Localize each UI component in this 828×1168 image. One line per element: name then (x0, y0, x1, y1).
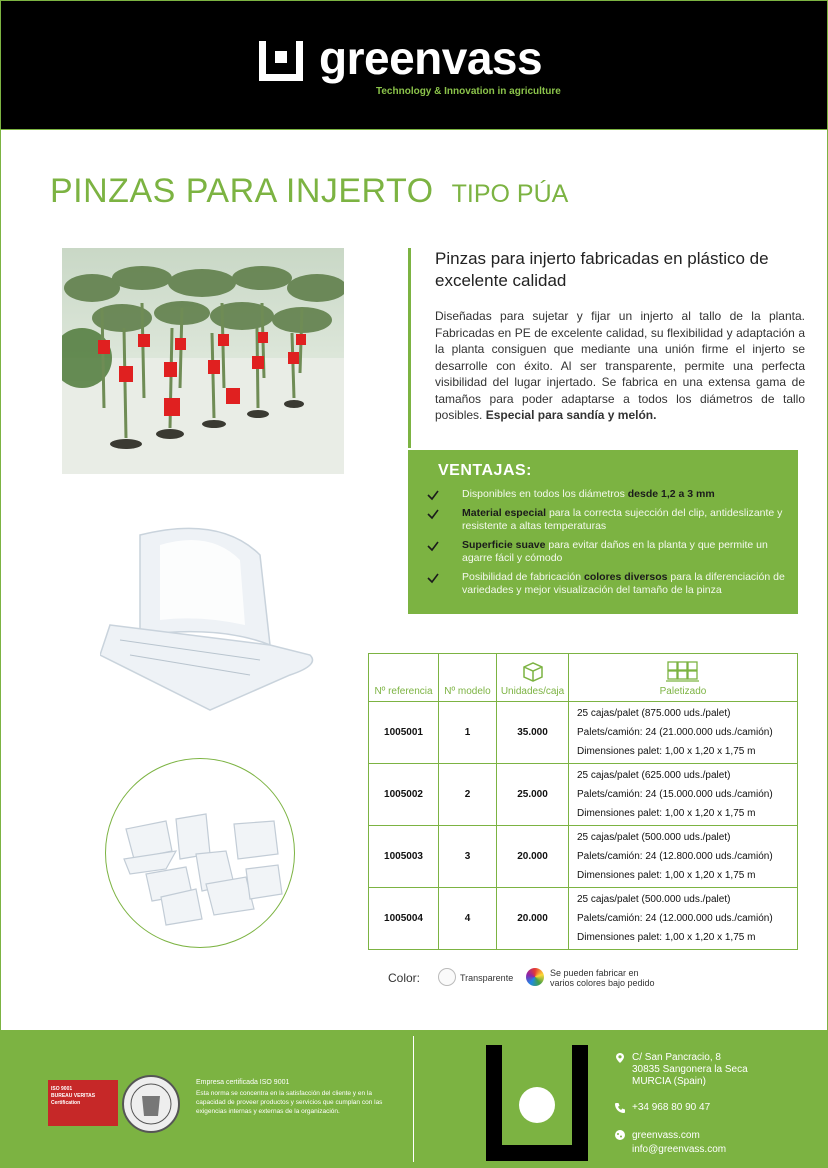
cell-ref: 1005004 (369, 888, 439, 950)
cell-ref: 1005003 (369, 826, 439, 888)
ventaja-text: para la correcta sujección del clip, antideslizante y resistente a altas temperaturas (462, 507, 783, 532)
grafted-plants-photo (62, 248, 344, 474)
cell-model: 4 (439, 888, 497, 950)
footer (0, 1030, 828, 1168)
pallet-icon (665, 660, 701, 684)
transparent-label: Transparente (460, 973, 514, 983)
certification-seal-icon (120, 1074, 182, 1134)
header-model: Nº modelo (439, 654, 497, 702)
intro-block (408, 248, 808, 448)
cell-pallet (569, 888, 798, 950)
web-links (614, 1129, 814, 1157)
cell-units: 20.000 (497, 826, 569, 888)
title-sub: TIPO PÚA (451, 180, 569, 208)
pallet-line: Dimensiones palet: 1,00 x 1,20 x 1,75 m (577, 932, 756, 943)
intro-body-text: Diseñadas para sujetar y fijar un injerto al tallo de la planta. Fabricadas en PE de excelente calidad, su flexibilidad y adaptación a la planta consiguen que mediante una unión firme el injerto se desarrolle con éxito. Al ser transparente, permite una perfecta visibilidad del lugar injertado. Se fabrica en una extensa gama de tamaños para poder adaptarse a todos los diámetros de tallo posibles. (435, 309, 805, 422)
header-ref: Nº referencia (369, 654, 439, 702)
clip-product-image (100, 515, 330, 715)
footer-divider (413, 1036, 414, 1162)
check-icon (426, 507, 440, 521)
cell-ref: 1005002 (369, 764, 439, 826)
ventaja-item (438, 571, 786, 597)
title-main: PINZAS PARA INJERTO (50, 172, 434, 210)
ventaja-item (438, 507, 786, 533)
pallet-line: 25 cajas/palet (625.000 uds./palet) (577, 770, 731, 781)
cell-pallet (569, 826, 798, 888)
check-icon (426, 539, 440, 553)
header-pallet-label: Paletizado (659, 686, 707, 697)
address-line: 30835 Sangonera la Seca (632, 1064, 748, 1075)
phone-number[interactable]: +34 968 80 90 47 (632, 1102, 711, 1113)
box-icon (521, 660, 545, 684)
table-row (369, 702, 798, 764)
logo-icon (486, 1045, 588, 1161)
cell-units: 35.000 (497, 702, 569, 764)
address-line: MURCIA (Spain) (632, 1076, 706, 1087)
pallet-line: 25 cajas/palet (500.000 uds./palet) (577, 894, 731, 905)
ventaja-text: Disponibles en todos los diámetros (462, 488, 628, 500)
pallet-line: Palets/camión: 24 (21.000.000 uds./camión) (577, 727, 773, 738)
globe-icon (614, 1129, 626, 1141)
intro-heading: Pinzas para injerto fabricadas en plástico de excelente calidad (435, 249, 769, 290)
color-options (388, 968, 688, 992)
pallet-line: 25 cajas/palet (500.000 uds./palet) (577, 832, 731, 843)
ventaja-text: para la diferenciación de variedades y mejor visualización del tamaño de la pinza (462, 571, 785, 596)
cell-model: 1 (439, 702, 497, 764)
cert-body: Esta norma se concentra en la satisfacción del cliente y en la capacidad de proveer productos y servicios que cumplan con las exigencias internas y externas de la organización. (196, 1090, 383, 1115)
address-line: C/ San Pancracio, 8 (632, 1052, 721, 1063)
ventaja-item (438, 539, 786, 565)
address (614, 1052, 814, 1088)
header-units-label: Unidades/caja (500, 686, 565, 697)
check-icon (426, 488, 440, 502)
ventajas-title: VENTAJAS: (438, 462, 532, 479)
logo-icon (259, 41, 303, 81)
contact-block (614, 1052, 814, 1157)
brand-tagline: Technology & Innovation in agriculture (376, 86, 561, 97)
phone-icon (614, 1102, 626, 1114)
cell-model: 3 (439, 826, 497, 888)
cert-title: Empresa certificada ISO 9001 (196, 1079, 290, 1086)
intro-body-bold: Especial para sandía y melón. (485, 408, 657, 422)
intro-body (435, 308, 805, 424)
header (0, 0, 828, 130)
check-icon (426, 571, 440, 585)
spec-table (368, 653, 798, 950)
pallet-line: Dimensiones palet: 1,00 x 1,20 x 1,75 m (577, 808, 756, 819)
cell-pallet (569, 764, 798, 826)
certification-text (196, 1078, 394, 1116)
ventaja-text: Posibilidad de fabricación (462, 571, 584, 583)
ventaja-bold: Material especial (462, 507, 547, 519)
header-pallet (569, 654, 798, 702)
header-units (497, 654, 569, 702)
table-row (369, 764, 798, 826)
transparent-swatch (438, 968, 456, 986)
brand-name: greenvass (319, 32, 543, 84)
cell-model: 2 (439, 764, 497, 826)
multicolor-swatch (526, 968, 544, 986)
pallet-line: Dimensiones palet: 1,00 x 1,20 x 1,75 m (577, 870, 756, 881)
pallet-line: Palets/camión: 24 (12.000.000 uds./camión) (577, 913, 773, 924)
website-link[interactable]: greenvass.com (632, 1130, 700, 1141)
cell-ref: 1005001 (369, 702, 439, 764)
custom-color-label: Se pueden fabricar en varios colores bajo pedido (550, 968, 655, 988)
location-pin-icon (614, 1052, 626, 1064)
cell-units: 20.000 (497, 888, 569, 950)
table-row (369, 826, 798, 888)
ventaja-text: para evitar daños en la planta y que permite un agarre fácil y cómodo (462, 539, 768, 564)
badge-line: BUREAU VERITAS Certification (51, 1093, 96, 1106)
pallet-line: Palets/camión: 24 (12.800.000 uds./camión) (577, 851, 773, 862)
cell-units: 25.000 (497, 764, 569, 826)
clips-group-image (105, 758, 295, 948)
bureau-veritas-badge (48, 1080, 118, 1126)
pallet-line: Palets/camión: 24 (15.000.000 uds./camión) (577, 789, 773, 800)
table-header-row (369, 654, 798, 702)
pallet-line: 25 cajas/palet (875.000 uds./palet) (577, 708, 731, 719)
ventaja-bold: Superficie suave (462, 539, 546, 551)
badge-line: ISO 9001 (51, 1086, 73, 1092)
page-title (50, 172, 568, 211)
phone (614, 1102, 814, 1113)
table-row (369, 888, 798, 950)
color-label: Color: (388, 971, 421, 985)
ventaja-bold: colores diversos (584, 571, 668, 583)
ventajas-box (408, 450, 798, 614)
email-link[interactable]: info@greenvass.com (632, 1144, 727, 1155)
pallet-line: Dimensiones palet: 1,00 x 1,20 x 1,75 m (577, 746, 756, 757)
ventaja-bold: desde 1,2 a 3 mm (627, 488, 715, 500)
ventaja-item (438, 488, 786, 501)
cell-pallet (569, 702, 798, 764)
